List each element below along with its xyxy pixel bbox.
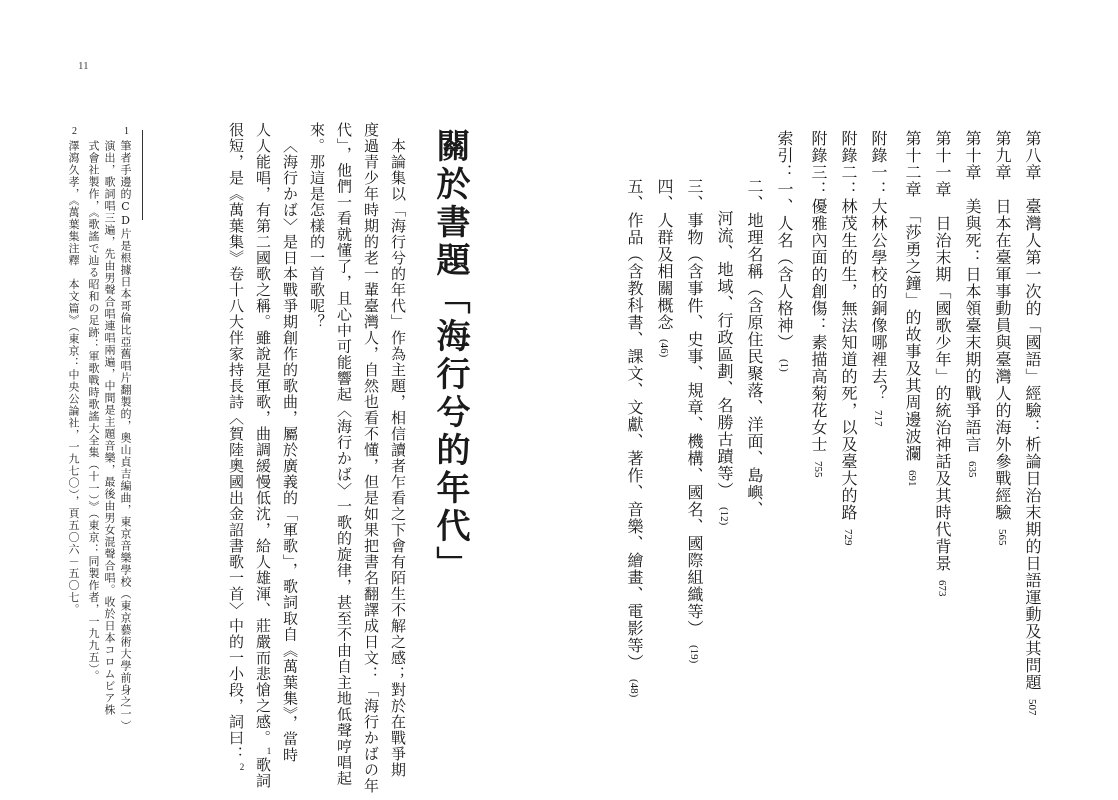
toc-page-number: (12) [718,507,730,526]
section-title: 關於書題「海行兮的年代」 [430,128,470,584]
footnote-line: 筆者手邊的CD片是根據日本哥倫比亞舊唱片翻製的，奧山貞吉編曲，東京音樂學校（東京藝術大學前身之一） [119,140,132,732]
footnote-ref: 1 [264,746,274,757]
toc-entry-index2-cont: 河流、地域、行政區劃、名勝古蹟等）(12) [715,210,734,526]
footnote-number: 1 [124,126,129,137]
toc-page-number: 673 [936,580,948,597]
toc-entry-index5: 五、作品（含教科書、課文、文獻、著作、音樂、繪畫、電影等）(48) [625,178,644,698]
body-line: 代」，他們一看就懂了，且心中可能響起〈海行かば〉一歌的旋律，甚至不由自主地低聲哼唱起 [335,122,353,787]
toc-entry-index4: 四、人群及相關概念(46) [655,178,674,358]
toc-page-number: (48) [628,679,640,698]
toc-page-number: 729 [842,529,854,546]
toc-page-number: (19) [688,645,700,664]
toc-entry-ch10: 第十章 美與死：日本領臺末期的戰爭語言635 [963,130,982,478]
toc-entry-index1: 索引：一、人名（含人格神）(1) [775,130,794,372]
toc-entry-ch11: 第十一章 日治末期「國歌少年」的統治神話及其時代背景673 [933,130,952,597]
body-line: 很短，是《萬葉集》卷十八大伴家持長詩〈賀陸奧國出金詔書歌一首〉中的一小段，詞曰：$^2$ [227,122,247,773]
toc-page-number: (46) [658,339,670,358]
toc-page-number: 717 [872,410,884,427]
toc-entry-appendix2: 附錄二：林茂生的生，無法知道的死，以及臺大的路729 [839,130,858,546]
footnote-number: 2 [72,126,77,137]
body-line: 來。那這是怎樣的一首歌呢？ [308,122,326,330]
footnote-line: 式會社製作，《歌謠で辿る昭和の足跡：軍歌戰時歌謠大全集（十一）》（東京：同製作者，一九九五）。 [87,140,100,682]
toc-page-number: (1) [778,359,790,372]
footnote-rule [142,130,143,220]
body-line: 度過青少年時期的老一輩臺灣人，自然也看不懂，但是如果把書名翻譯成日文：「海行かばの年 [362,122,380,794]
body-line: 〈海行かば〉是日本戰爭期創作的歌曲，屬於廣義的「軍歌」，歌詞取自《萬葉集》，當時 [281,138,299,763]
toc-entry-appendix1: 附錄一：大林公學校的銅像哪裡去？717 [869,130,888,427]
toc-page-number: 507 [1026,699,1038,716]
toc-page-number: 565 [996,529,1008,546]
body-line: 人人能唱，有第二國歌之稱。雖說是軍歌，曲調緩慢低沈，給人雄渾、莊嚴而悲愴之感。$^1$歌詞 [254,122,274,789]
toc-entry-ch9: 第九章 日本在臺軍事動員與臺灣人的海外參戰經驗565 [993,130,1012,546]
toc-page-number: 755 [812,461,824,478]
toc-entry-index2: 二、地理名稱（含原住民聚落、洋面、島嶼、 [745,178,764,518]
footnote-line: 演出，歌詞唱三遍，先由男聲合唱連唱兩遍，中間是主題音樂，最後由男女混聲合唱。收於日本コロムビア株 [103,140,116,716]
toc-page-number: 635 [966,461,978,478]
toc-entry-ch8: 第八章 臺灣人第一次的「國語」經驗：析論日治末期的日語運動及其問題507 [1023,130,1042,716]
page-number: 11 [78,60,89,72]
toc-entry-appendix3: 附錄三：優雅內面的創傷：素描高菊花女士755 [809,130,828,478]
footnote-ref: 2 [237,762,247,773]
toc-entry-index3: 三、事物（含事件、史事、規章、機構、國名、國際組織等）(19) [685,178,704,664]
toc-entry-ch12: 第十二章 「莎勇之鐘」的故事及其周邊波瀾691 [903,130,922,487]
toc-page-number: 691 [906,470,918,487]
body-line: 本論集以「海行兮的年代」作為主題，相信讀者乍看之下會有陌生不解之感；對於在戰爭期 [389,138,407,778]
footnote-line: 澤瀉久孝，《萬葉集注釋 本文篇》（東京：中央公論社，一九七〇），頁五〇六－五〇七。 [67,140,80,616]
